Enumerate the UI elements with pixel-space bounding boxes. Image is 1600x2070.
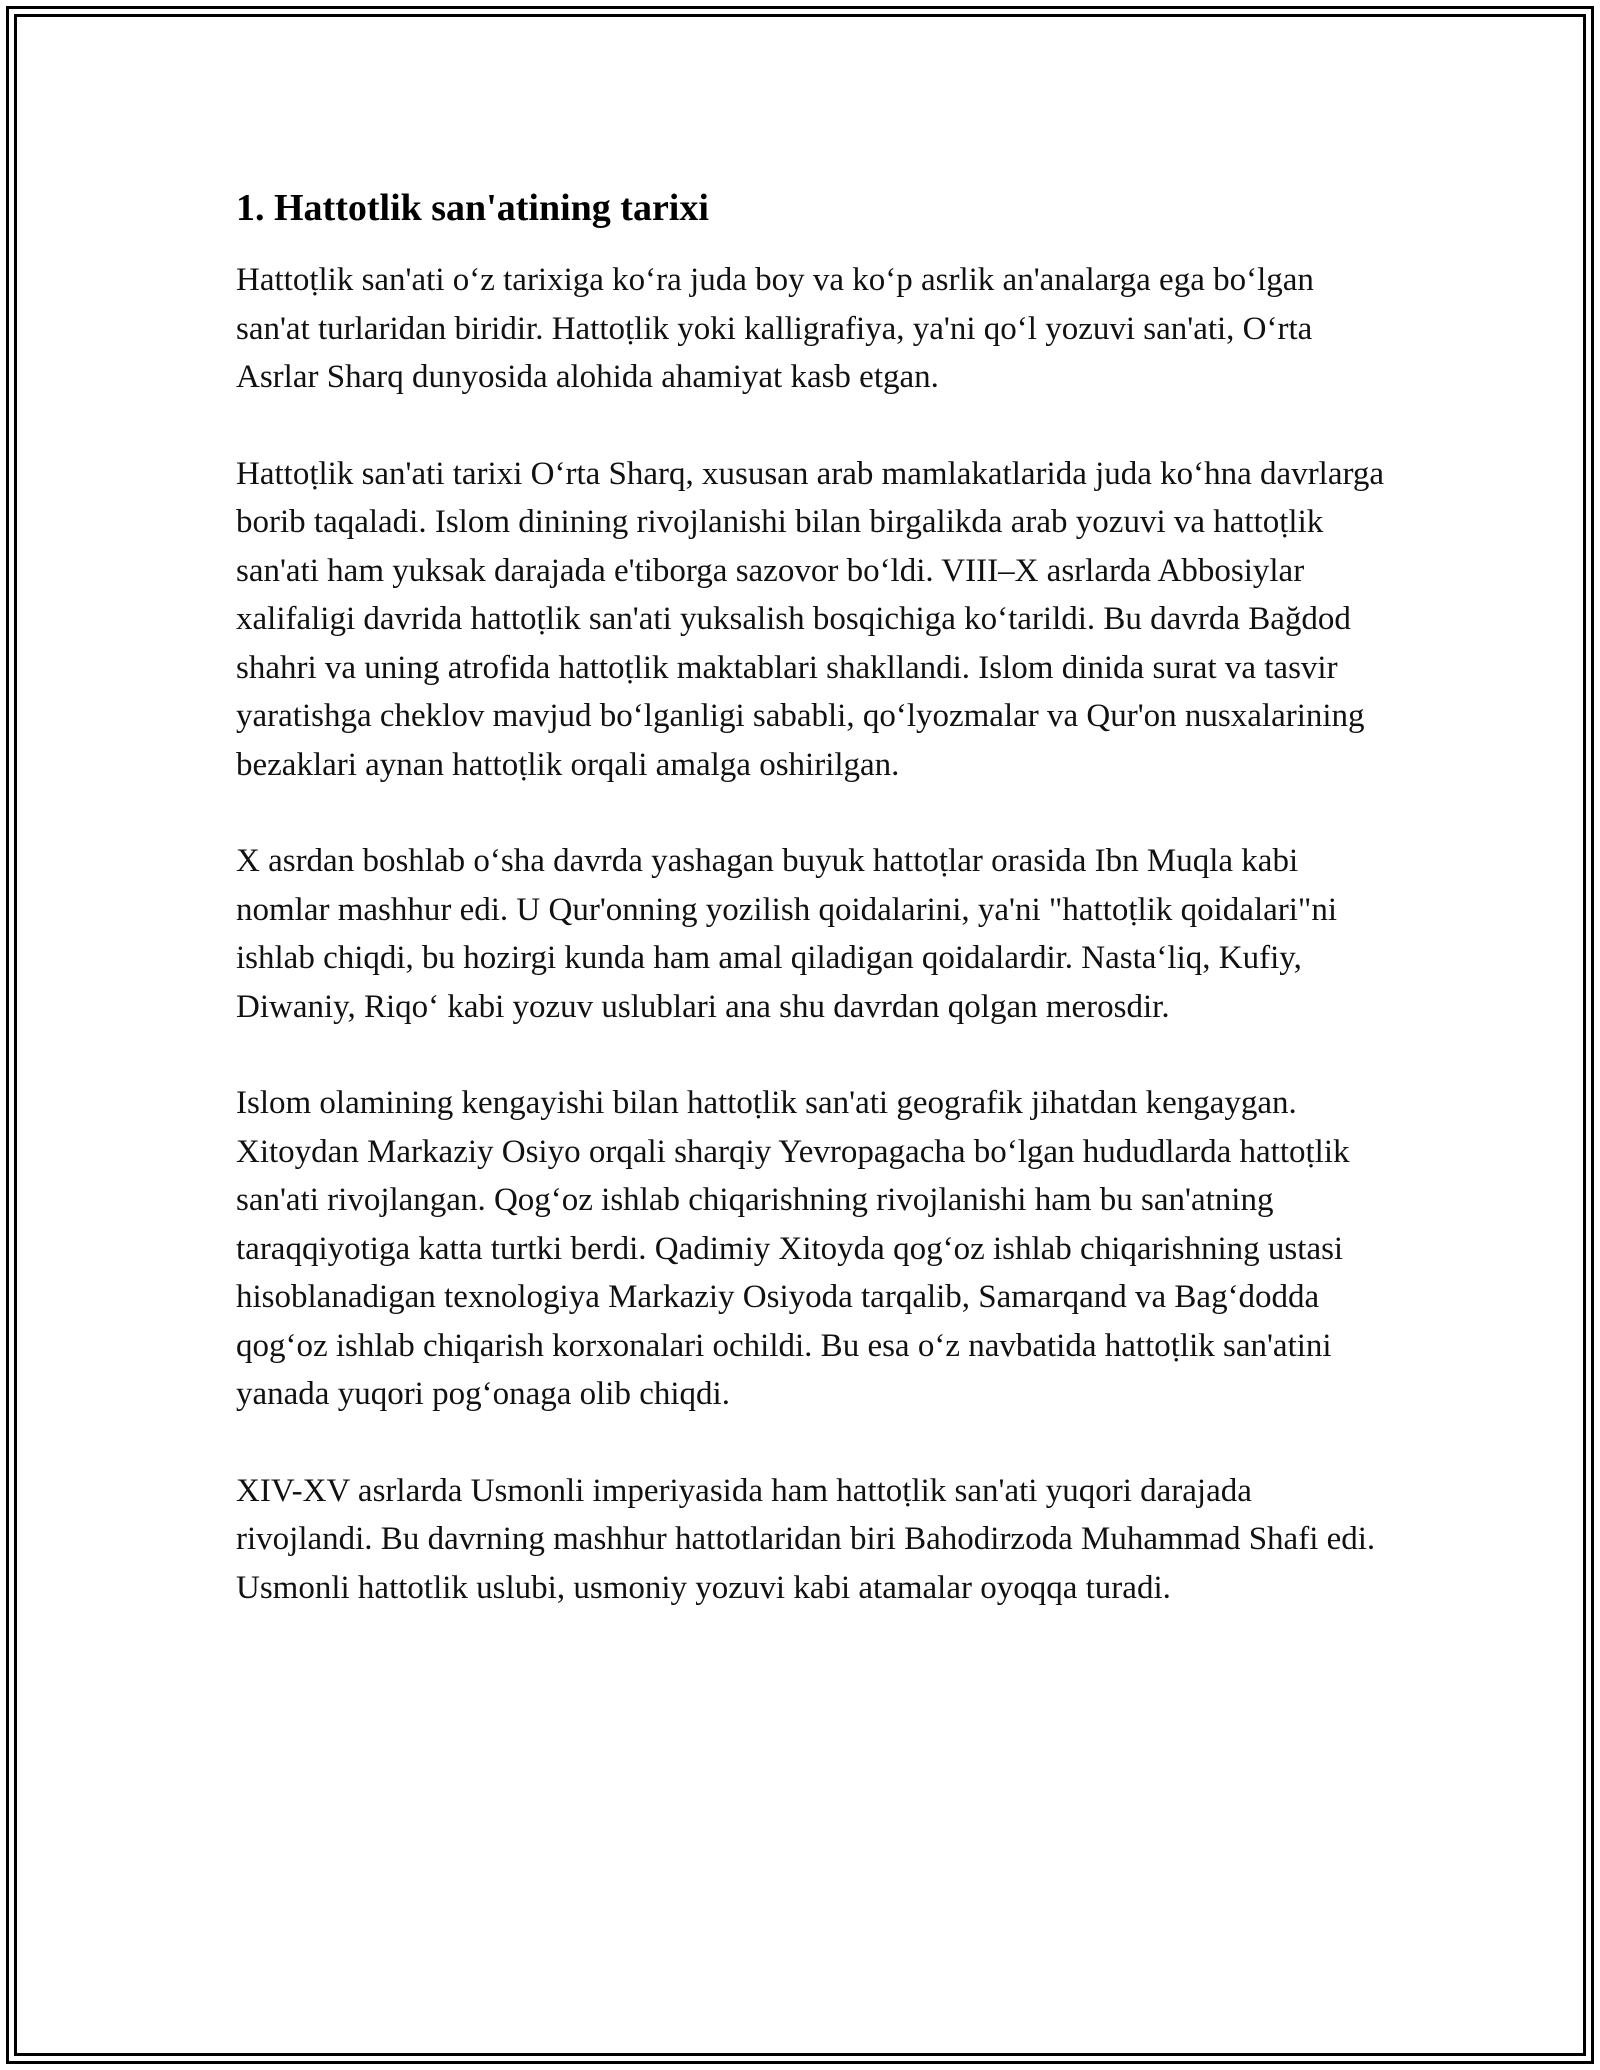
paragraph-1: Hattoṭlik san'ati o‘z tarixiga ko‘ra juda boy va ko‘p asrlik an'analarga ega bo‘lgan san'at turlaridan biridir. Hattoṭlik yoki kalligrafiya, ya'ni qo‘l yozuvi san'ati, O‘rta Asrlar Sharq dunyosida alohida ahamiyat kasb etgan. xyxy=(236,262,1314,395)
paragraph-4: Islom olamining kengayishi bilan hattoṭlik san'ati geografik jihatdan kengaygan. Xitoydan Markaziy Osiyo orqali sharqiy Yevropagacha bo‘lgan hududlarda hattoṭlik san'ati rivojlangan. Qog‘oz ishlab chiqarishning rivojlanishi ham bu san'atning taraqqiyotiga katta turtki berdi. Qadimiy Xitoyda qog‘oz ishlab chiqarishning ustasi hisoblanadigan texnologiya Markaziy Osiyoda tarqalib, Samarqand va Bag‘dodda qog‘oz ishlab chiqarish korxonalari ochildi. Bu esa o‘z navbatida hattoṭlik san'atini yanada yuqori pog‘onaga olib chiqdi. xyxy=(236,1085,1350,1412)
paragraph-3: X asrdan boshlab o‘sha davrda yashagan buyuk hattoṭlar orasida Ibn Muqla kabi nomlar mashhur edi. U Qur'onning yozilish qoidalarini, ya'ni "hattoṭlik qoidalari"ni ishlab chiqdi, bu hozirgi kunda ham amal qiladigan qoidalardir. Nasta‘liq, Kufiy, Diwaniy, Riqo‘ kabi yozuv uslublari ana shu davrdan qolgan merosdir. xyxy=(236,843,1338,1025)
paragraph-2: Hattoṭlik san'ati tarixi O‘rta Sharq, xususan arab mamlakatlarida juda ko‘hna davrlarga borib taqaladi. Islom dinining rivojlanishi bilan birgalikda arab yozuvi va hattoṭlik san'ati ham yuksak darajada e'tiborga sazovor bo‘ldi. VIII–X asrlarda Abbosiylar xalifaligi davrida hattoṭlik san'ati yuksalish bosqichiga ko‘tarildi. Bu davrda Bağdod shahri va uning atrofida hattoṭlik maktablari shakllandi. Islom dinida surat va tasvir yaratishga cheklov mavjud bo‘lganligi sababli, qo‘lyozmalar va Qur'on nusxalarining bezaklari aynan hattoṭlik orqali amalga oshirilgan. xyxy=(236,455,1385,783)
document-body xyxy=(236,184,1386,1660)
paragraph-5: XIV-XV asrlarda Usmonli imperiyasida ham hattoṭlik san'ati yuqori darajada rivojlandi. Bu davrning mashhur hattotlaridan biri Bahodirzoda Muhammad Shafi edi. Usmonli hattotlik uslubi, usmoniy yozuvi kabi atamalar oyoqqa turadi. xyxy=(236,1472,1376,1606)
section-heading: 1. Hattotlik san'atining tarixi xyxy=(236,187,709,229)
